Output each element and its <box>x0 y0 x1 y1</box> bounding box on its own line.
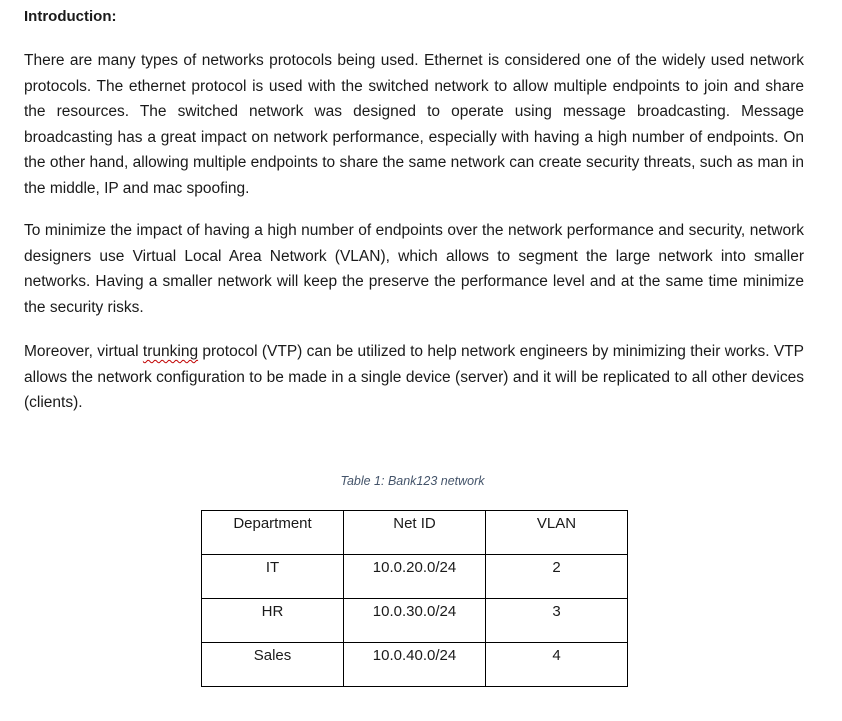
cell-vlan: 3 <box>486 599 628 643</box>
table-row <box>202 555 628 599</box>
section-heading: Introduction: <box>24 8 117 25</box>
table-row <box>202 599 628 643</box>
cell-department: Sales <box>202 643 344 687</box>
paragraph-ethernet: There are many types of networks protocols being used. Ethernet is considered one of the widely used network protocols. The ethernet protocol is used with the switched network to allow multiple endpoints to join and share the resources. The switched network was designed to operate using message broadcasting. Message broadcasting has a great impact on network performance, especially with having a high number of endpoints. On the other hand, allowing multiple endpoints to share the same network can create security threats, such as man in the middle, IP and mac spoofing. <box>24 52 804 197</box>
paragraph-vlan: To minimize the impact of having a high number of endpoints over the network performance and security, network designers use Virtual Local Area Network (VLAN), which allows to segment the large network into smaller networks. Having a smaller network will keep the preserve the performance level and at the same time minimize the security risks. <box>24 222 804 316</box>
paragraph-vtp-end: protocol (VTP) can be utilized to help network engineers by minimizing their works. VTP allows the network configuration to be made in a single device (server) and it will be replicated to all other devices (clients). <box>24 343 804 411</box>
cell-department: HR <box>202 599 344 643</box>
table-caption: Table 1: Bank123 network <box>340 474 485 488</box>
table-header-row <box>202 511 628 555</box>
cell-net-id: 10.0.40.0/24 <box>344 643 486 687</box>
cell-vlan: 4 <box>486 643 628 687</box>
cell-net-id: 10.0.20.0/24 <box>344 555 486 599</box>
cell-vlan: 2 <box>486 555 628 599</box>
network-table <box>201 510 628 687</box>
paragraph-vtp <box>24 339 804 416</box>
cell-net-id: 10.0.30.0/24 <box>344 599 486 643</box>
cell-department: IT <box>202 555 344 599</box>
header-vlan: VLAN <box>486 511 628 555</box>
paragraph-vtp-start: Moreover, virtual <box>24 343 143 360</box>
table-row <box>202 643 628 687</box>
header-net-id: Net ID <box>344 511 486 555</box>
header-department: Department <box>202 511 344 555</box>
spellcheck-flagged-word[interactable]: trunking <box>142 343 199 360</box>
